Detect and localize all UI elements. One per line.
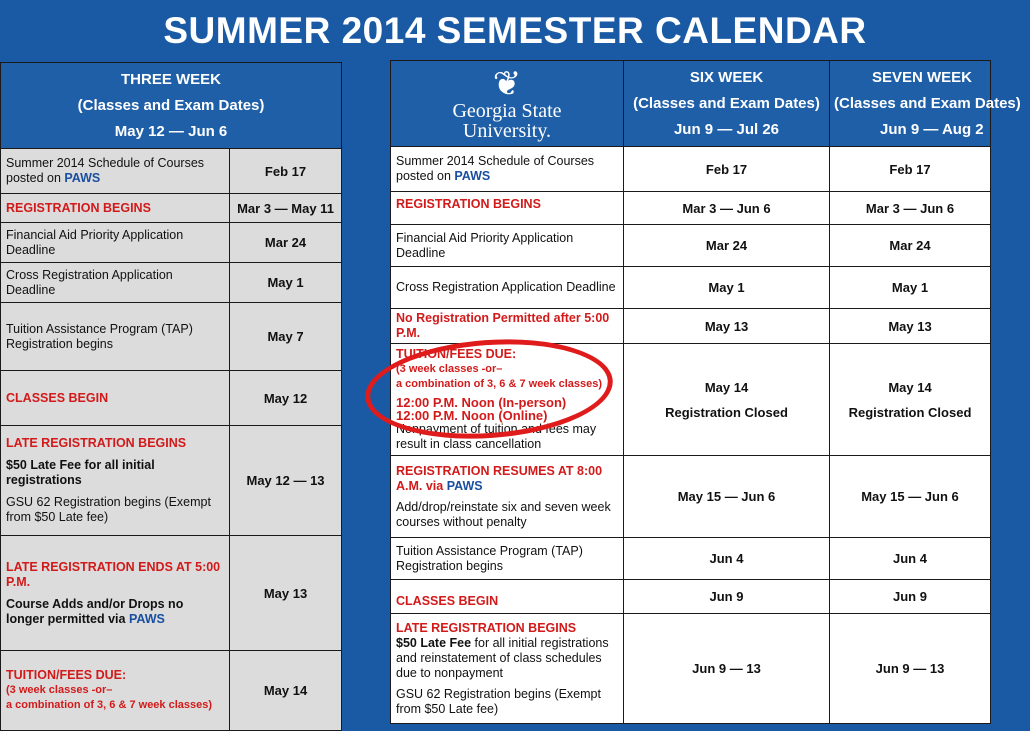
gsu-logo: ❦ Georgia State University. bbox=[391, 61, 624, 147]
paws-link[interactable]: PAWS bbox=[64, 171, 101, 185]
table-row: Tuition Assistance Program (TAP) Registration begins May 7 bbox=[1, 303, 342, 371]
table-row: No Registration Permitted after 5:00 P.M. May 13 May 13 bbox=[391, 309, 991, 344]
three-week-subtitle: (Classes and Exam Dates) bbox=[77, 96, 265, 114]
flame-icon: ❦ bbox=[492, 64, 522, 103]
table-row: TUITION/FEES DUE: (3 week classes -or– a combination of 3, 6 & 7 week classes) May 14 bbox=[1, 651, 342, 731]
table-row: REGISTRATION BEGINS Mar 3 — Jun 6 Mar 3 — Jun 6 bbox=[391, 192, 991, 225]
table-row: LATE REGISTRATION BEGINS $50 Late Fee for all initial registrations GSU 62 Registration begins (Exempt from $50 Late fee) May 12 — 13 bbox=[1, 426, 342, 536]
paws-link[interactable]: PAWS bbox=[128, 611, 165, 626]
three-week-range: May 12 — Jun 6 bbox=[114, 122, 228, 140]
table-row: CLASSES BEGIN Jun 9 Jun 9 bbox=[391, 580, 991, 614]
six-week-header: SIX WEEK (Classes and Exam Dates) Jun 9 — Jul 26 bbox=[624, 61, 830, 147]
seven-week-header: SEVEN WEEK (Classes and Exam Dates) Jun 9 — Aug 2 bbox=[830, 61, 991, 147]
paws-link[interactable]: PAWS bbox=[446, 478, 483, 493]
page-title: SUMMER 2014 SEMESTER CALENDAR bbox=[163, 10, 867, 51]
table-row: Financial Aid Priority Application Deadline Mar 24 Mar 24 bbox=[391, 225, 991, 267]
table-row: Cross Registration Application Deadline May 1 May 1 bbox=[391, 267, 991, 309]
table-row: Tuition Assistance Program (TAP) Registration begins Jun 4 Jun 4 bbox=[391, 538, 991, 580]
table-row: LATE REGISTRATION BEGINS $50 Late Fee for all initial registrations and reinstatement of class schedules due to nonpayment GSU 62 Registration begins (Exempt from $50 Late fee) Jun 9 — 13 Jun 9 — 13 bbox=[391, 614, 991, 724]
three-week-header bbox=[1, 63, 342, 149]
paws-link[interactable]: PAWS bbox=[454, 169, 491, 183]
table-row: Summer 2014 Schedule of Courses posted on PAWS Feb 17 Feb 17 bbox=[391, 147, 991, 192]
three-week-title: THREE WEEK bbox=[121, 70, 222, 88]
table-row: CLASSES BEGIN May 12 bbox=[1, 371, 342, 426]
table-row: TUITION/FEES DUE: (3 week classes -or– a combination of 3, 6 & 7 week classes) 12:00 P.M. Noon (In-person) 12:00 P.M. Noon (Online) Nonpayment of tuition and fees may result in class cancellation May 14 Registration Closed May 14 Registration Closed bbox=[391, 344, 991, 456]
table-row: REGISTRATION BEGINS Mar 3 — May 11 bbox=[1, 194, 342, 223]
table-row: Summer 2014 Schedule of Courses posted on PAWS Feb 17 bbox=[1, 149, 342, 194]
table-row: LATE REGISTRATION ENDS AT 5:00 P.M. Course Adds and/or Drops no longer permitted via PAWS May 13 bbox=[1, 536, 342, 651]
table-row: Cross Registration Application Deadline May 1 bbox=[1, 263, 342, 303]
three-week-table bbox=[0, 62, 342, 731]
table-row: REGISTRATION RESUMES AT 8:00 A.M. via PAWS Add/drop/reinstate six and seven week courses without penalty May 15 — Jun 6 May 15 — Jun 6 bbox=[391, 456, 991, 538]
table-row: Financial Aid Priority Application Deadline Mar 24 bbox=[1, 223, 342, 263]
